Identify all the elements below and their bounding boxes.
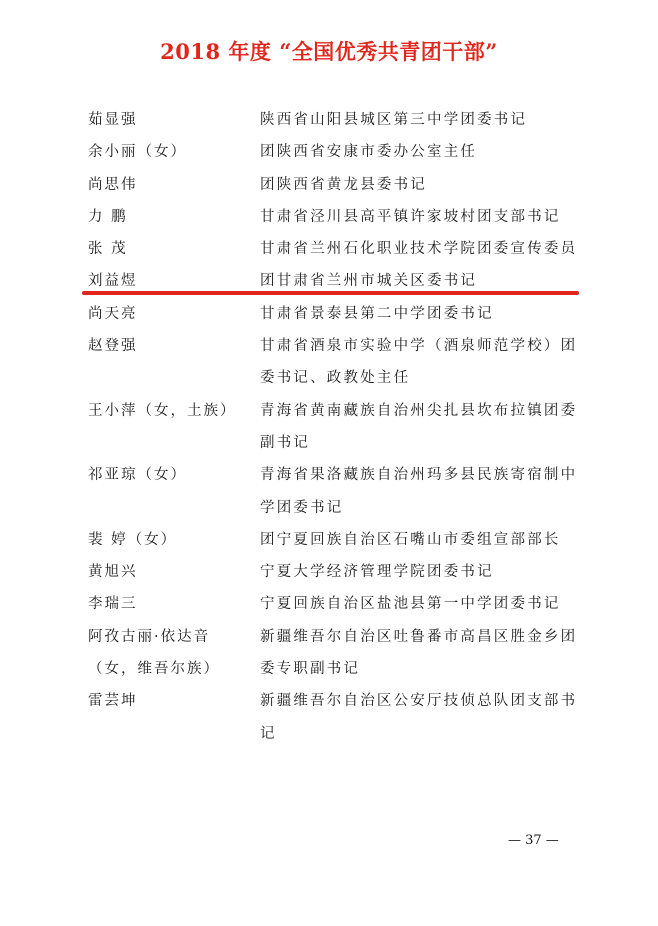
list-item xyxy=(0,524,658,556)
entry-position: 团甘肃省兰州市城关区委书记 xyxy=(260,273,478,290)
list-item xyxy=(0,233,658,265)
entry-position: 青海省果洛藏族自治州玛多县民族寄宿制中学团委书记 xyxy=(260,467,578,516)
entry-position: 新疆维吾尔自治区吐鲁番市高昌区胜金乡团委专职副书记 xyxy=(260,628,578,678)
entry-name: 裴 婷（女） xyxy=(88,531,178,548)
entry-position: 团陕西省安康市委办公室主任 xyxy=(260,144,478,161)
entry-name: 刘益煜 xyxy=(88,273,138,290)
list-item xyxy=(0,395,658,460)
entry-name: 张 茂 xyxy=(88,241,128,258)
entry-name: 阿孜古丽·依达音 （女，维吾尔族） xyxy=(88,628,220,678)
list-item xyxy=(0,298,658,330)
entry-position: 陕西省山阳县城区第三中学团委书记 xyxy=(260,112,528,128)
list-item xyxy=(0,136,658,168)
list-item xyxy=(0,330,658,395)
entry-position: 宁夏大学经济管理学院团委书记 xyxy=(260,564,494,581)
list-item xyxy=(0,459,658,524)
award-list xyxy=(0,104,658,750)
entry-position: 甘肃省兰州石化职业技术学院团委宣传委员 xyxy=(260,241,578,258)
entry-position: 青海省黄南藏族自治州尖扎县坎布拉镇团委副书记 xyxy=(260,402,578,451)
entry-name: 力 鹏 xyxy=(88,208,128,225)
list-item xyxy=(0,556,658,588)
entry-name: 茹显强 xyxy=(88,112,138,128)
list-item xyxy=(0,104,658,136)
entry-position: 团宁夏回族自治区石嘴山市委组宣部部长 xyxy=(260,531,561,548)
list-item xyxy=(0,685,658,750)
entry-name: 尚思伟 xyxy=(88,176,138,193)
entry-name: 赵登强 xyxy=(88,338,138,355)
entry-position: 甘肃省酒泉市实验中学（酒泉师范学校）团委书记、政教处主任 xyxy=(260,338,578,387)
page-number: — 37 — xyxy=(508,833,559,848)
entry-position: 甘肃省泾川县高平镇许家坡村团支部书记 xyxy=(260,208,561,225)
list-item xyxy=(0,621,658,686)
entry-name: 祁亚琼（女） xyxy=(88,467,187,484)
entry-name: 尚天亮 xyxy=(88,305,138,322)
entry-name: 李瑞三 xyxy=(88,596,138,613)
list-item xyxy=(0,201,658,233)
entry-name: 王小萍（女，土族） xyxy=(88,402,237,419)
entry-position: 宁夏回族自治区盐池县第一中学团委书记 xyxy=(260,596,561,613)
list-item xyxy=(0,588,658,620)
red-underline-annotation xyxy=(82,291,579,295)
list-item xyxy=(0,169,658,201)
entry-position: 团陕西省黄龙县委书记 xyxy=(260,176,427,193)
page-title: 2018 年度 “全国优秀共青团干部” xyxy=(160,39,498,64)
entry-name: 余小丽（女） xyxy=(88,144,187,161)
entry-position: 新疆维吾尔自治区公安厅技侦总队团支部书记 xyxy=(260,693,578,742)
entry-name: 黄旭兴 xyxy=(88,564,138,581)
entry-name: 雷芸坤 xyxy=(88,693,138,710)
entry-position: 甘肃省景泰县第二中学团委书记 xyxy=(260,305,494,322)
